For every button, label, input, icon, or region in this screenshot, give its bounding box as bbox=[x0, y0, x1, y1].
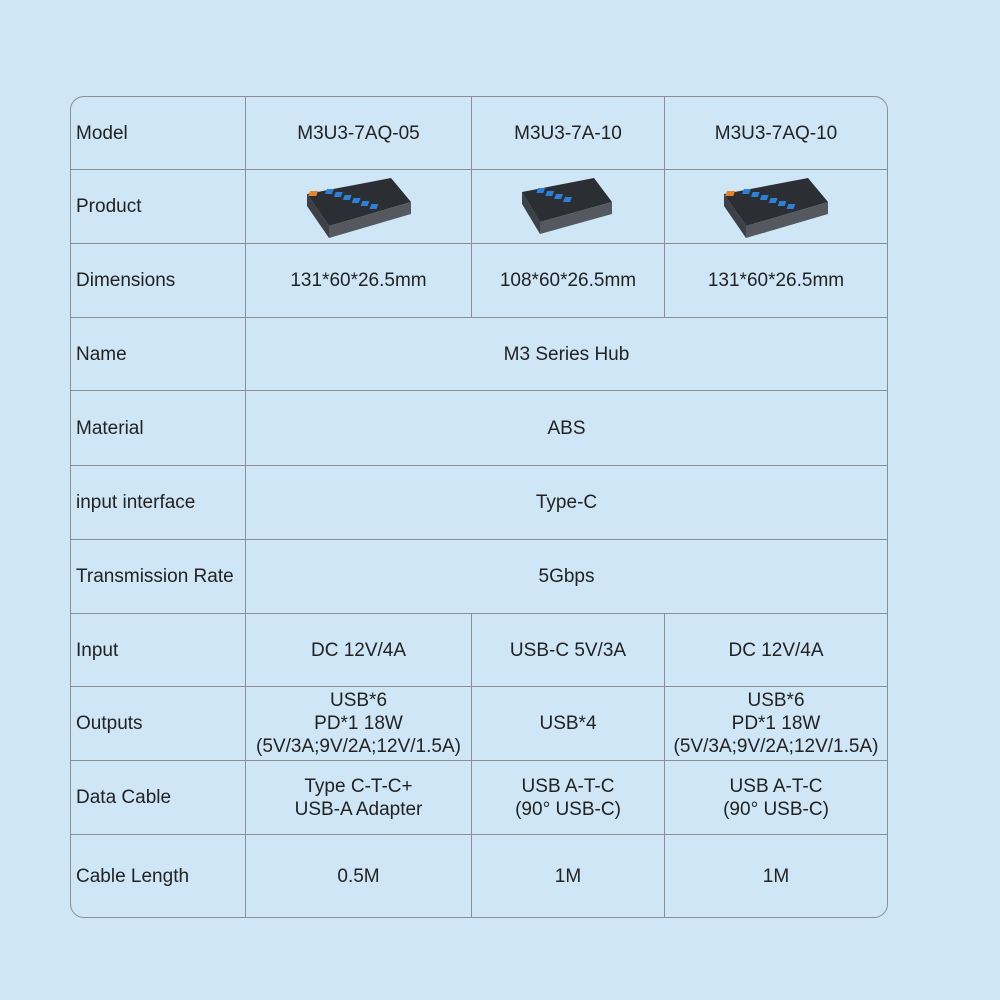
usb-hub-product-image bbox=[299, 172, 419, 242]
dimensions-col2: 108*60*26.5mm bbox=[472, 244, 665, 318]
model-col2: M3U3-7A-10 bbox=[472, 97, 665, 170]
product-image-col2 bbox=[472, 170, 665, 244]
outputs-col3-line1: USB*6 bbox=[747, 690, 805, 711]
dimensions-col1: 131*60*26.5mm bbox=[246, 244, 472, 318]
dimensions-col3: 131*60*26.5mm bbox=[665, 244, 887, 318]
product-image-col1 bbox=[246, 170, 472, 244]
data-cable-col2 bbox=[472, 761, 665, 835]
usb-hub-product-image bbox=[716, 172, 836, 242]
row-label-dimensions: Dimensions bbox=[71, 244, 246, 318]
outputs-col3-line2: PD*1 18W bbox=[731, 713, 821, 734]
data-cable-col2-line1: USB A-T-C bbox=[521, 775, 615, 797]
usb-hub-product-image bbox=[508, 172, 628, 242]
data-cable-col3 bbox=[665, 761, 887, 835]
input-col3: DC 12V/4A bbox=[665, 614, 887, 687]
row-label-model: Model bbox=[71, 97, 246, 170]
row-label-data-cable: Data Cable bbox=[71, 761, 246, 835]
outputs-col1-line1: USB*6 bbox=[329, 690, 388, 711]
material-value: ABS bbox=[246, 391, 887, 466]
row-label-product: Product bbox=[71, 170, 246, 244]
row-label-name: Name bbox=[71, 318, 246, 391]
data-cable-col2-line2: (90° USB-C) bbox=[515, 798, 621, 820]
row-label-transmission-rate: Transmission Rate bbox=[71, 540, 246, 614]
data-cable-col1 bbox=[246, 761, 472, 835]
row-label-cable-length: Cable Length bbox=[71, 835, 246, 917]
spec-table bbox=[70, 96, 888, 918]
data-cable-col3-line2: (90° USB-C) bbox=[723, 798, 829, 820]
outputs-col2-line1: USB*4 bbox=[539, 713, 597, 734]
cable-length-col1: 0.5M bbox=[246, 835, 472, 917]
data-cable-col1-line1: Type C-T-C+ bbox=[304, 775, 413, 797]
outputs-col1-line2: PD*1 18W bbox=[314, 713, 403, 734]
input-col2: USB-C 5V/3A bbox=[472, 614, 665, 687]
outputs-col3-line3: (5V/3A;9V/2A;12V/1.5A) bbox=[673, 736, 879, 757]
row-label-input: Input bbox=[71, 614, 246, 687]
row-label-input-interface: input interface bbox=[71, 466, 246, 540]
outputs-col3 bbox=[665, 687, 887, 761]
product-image-col3 bbox=[665, 170, 887, 244]
model-col1: M3U3-7AQ-05 bbox=[246, 97, 472, 170]
outputs-col2 bbox=[472, 687, 665, 761]
outputs-col1 bbox=[246, 687, 472, 761]
model-col3: M3U3-7AQ-10 bbox=[665, 97, 887, 170]
cable-length-col2: 1M bbox=[472, 835, 665, 917]
input-col1: DC 12V/4A bbox=[246, 614, 472, 687]
data-cable-col1-line2: USB-A Adapter bbox=[294, 798, 423, 820]
transmission-rate-value: 5Gbps bbox=[246, 540, 887, 614]
cable-length-col3: 1M bbox=[762, 865, 790, 887]
outputs-col1-line3: (5V/3A;9V/2A;12V/1.5A) bbox=[256, 736, 461, 757]
name-value: M3 Series Hub bbox=[246, 318, 887, 391]
row-label-outputs: Outputs bbox=[71, 687, 246, 761]
input-interface-value: Type-C bbox=[246, 466, 887, 540]
spec-grid bbox=[71, 97, 887, 917]
row-label-material: Material bbox=[71, 391, 246, 466]
data-cable-col3-line1: USB A-T-C bbox=[729, 775, 823, 797]
